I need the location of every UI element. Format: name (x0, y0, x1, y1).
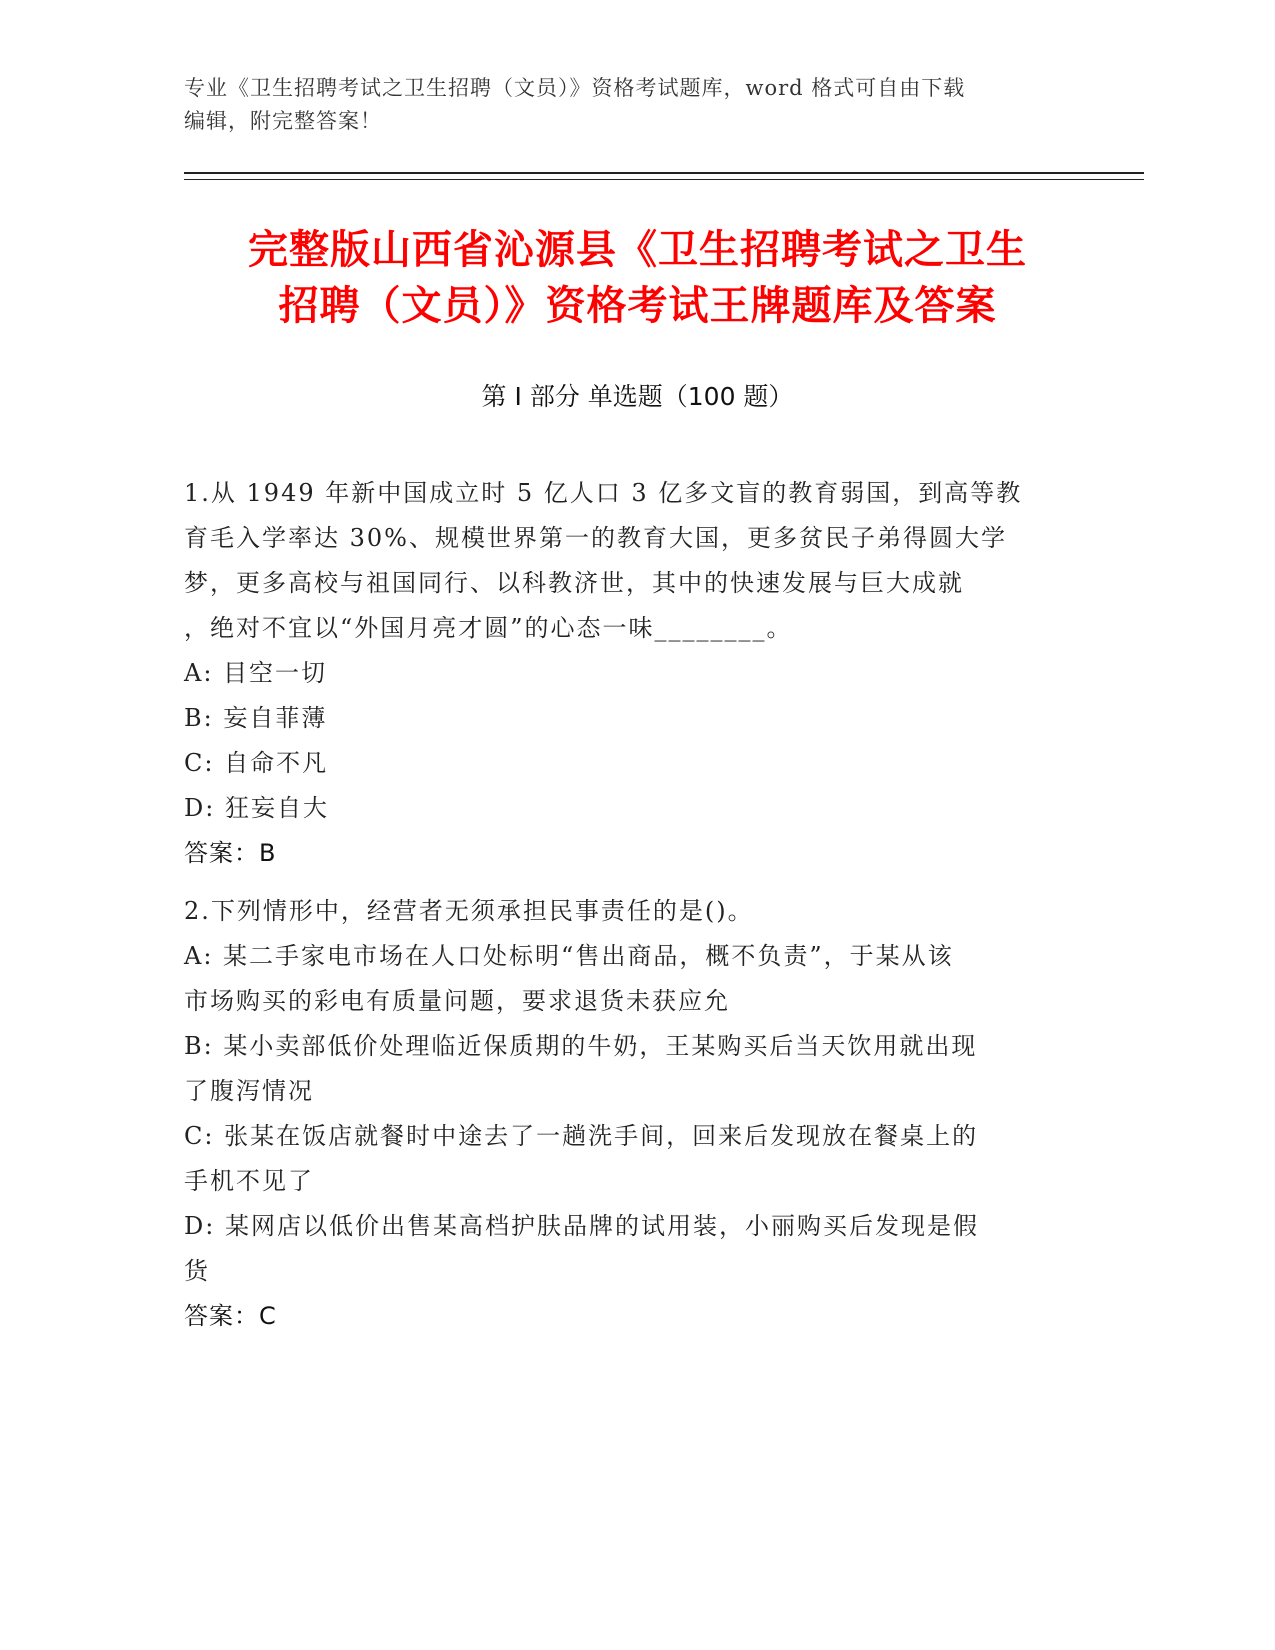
option-d-continued: 货 (184, 1257, 210, 1285)
option-b: B: 某小卖部低价处理临近保质期的牛奶，王某购买后当天饮用就出现 (184, 1032, 978, 1060)
option-a: A: 目空一切 (184, 659, 328, 687)
option-c-continued: 手机不见了 (184, 1167, 314, 1195)
question-stem-line: 育毛入学率达 30%、规模世界第一的教育大国，更多贫民子弟得圆大学 (184, 524, 1007, 552)
option-b: B: 妄自菲薄 (184, 704, 328, 732)
document-title-line: 完整版山西省沁源县《卫生招聘考试之卫生 (248, 227, 1027, 273)
question-1 (184, 471, 1064, 876)
option-d: D: 某网店以低价出售某高档护肤品牌的试用装，小丽购买后发现是假 (184, 1212, 979, 1240)
header-divider-thin (184, 179, 1144, 180)
document-title-line: 招聘（文员）》资格考试王牌题库及答案 (278, 283, 997, 329)
answer-line: 答案：C (184, 1302, 277, 1330)
section-heading: 第 I 部分 单选题（100 题） (481, 382, 794, 411)
option-d: D: 狂妄自大 (184, 794, 329, 822)
question-2 (184, 889, 1064, 1339)
option-c: C: 自命不凡 (184, 749, 329, 777)
option-a-continued: 市场购买的彩电有质量问题，要求退货未获应允 (184, 987, 730, 1015)
question-stem-line: ，绝对不宜以“外国月亮才圆”的心态一味________。 (184, 614, 793, 642)
header-divider-thick (184, 172, 1144, 174)
option-c: C: 张某在饭店就餐时中途去了一趟洗手间，回来后发现放在餐桌上的 (184, 1122, 979, 1150)
option-a: A: 某二手家电市场在人口处标明“售出商品，概不负责”，于某从该 (184, 942, 954, 970)
option-b-continued: 了腹泻情况 (184, 1077, 314, 1105)
question-stem-line: 2.下列情形中，经营者无须承担民事责任的是()。 (184, 897, 754, 925)
header-note-line: 专业《卫生招聘考试之卫生招聘（文员）》资格考试题库，word 格式可自由下载 (184, 76, 966, 100)
document-title (140, 222, 1135, 334)
answer-line: 答案：B (184, 839, 277, 867)
question-stem-line: 1.从 1949 年新中国成立时 5 亿人口 3 亿多文盲的教育弱国，到高等教 (184, 479, 1023, 507)
question-stem-line: 梦，更多高校与祖国同行、以科教济世，其中的快速发展与巨大成就 (184, 569, 964, 597)
header-note-line: 编辑，附完整答案！ (184, 109, 382, 133)
header-note (184, 72, 1084, 138)
